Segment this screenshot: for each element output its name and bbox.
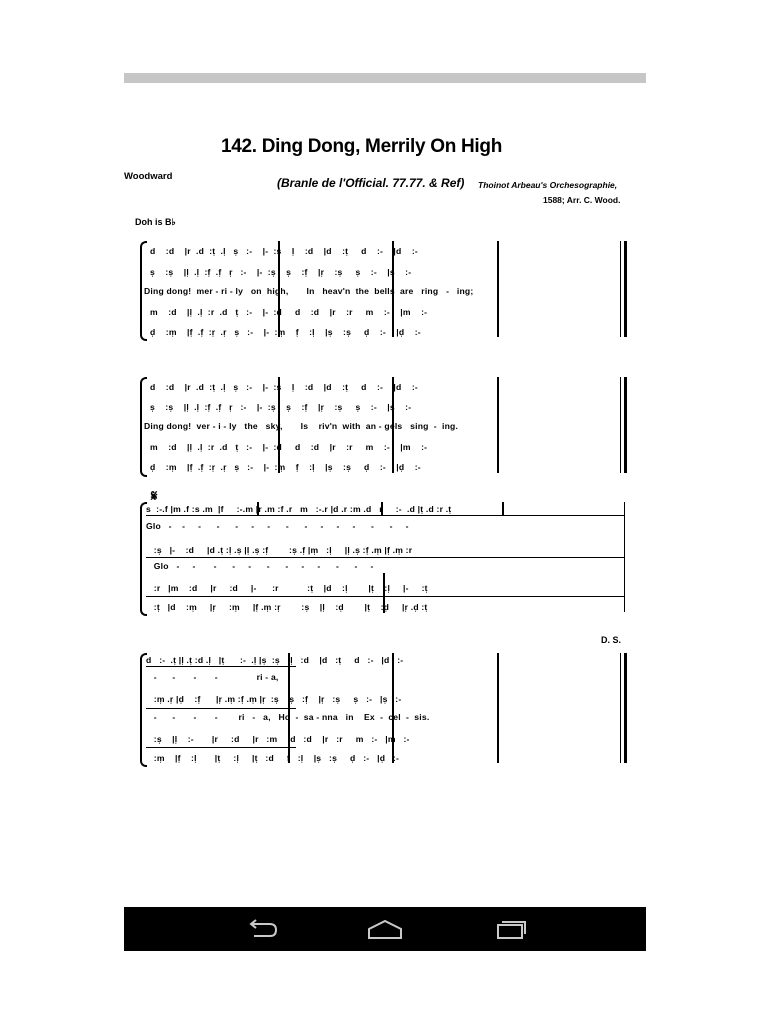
soprano-part: d :d |r .d :t̩ .l̩ s̩ :- |- :s̩ l̩ :d |d :t̩ d :- |d :- bbox=[150, 246, 418, 256]
tenor-part: m :d |l̩ .l̩ :r .d t̩ :- |- :d d :d |r :r m :- |m :- bbox=[150, 307, 428, 317]
tenor-part: m :d |l̩ .l̩ :r .d t̩ :- |- :d d :d |r :r m :- |m :- bbox=[150, 442, 428, 452]
navigation-bar bbox=[124, 907, 646, 951]
end-bar-line bbox=[620, 377, 621, 473]
bar-line bbox=[288, 653, 290, 763]
phone-screen bbox=[124, 73, 646, 951]
alto-part: s̩ :s̩ |l̩ .l̩ :f̩ .f̩ r̩ :- |- :s̩ s̩ :f̩ |r̩ :s̩ s̩ :- |s̩ :- bbox=[150, 402, 412, 412]
lyrics-line: Glo - - - - - - - - - - - - bbox=[146, 561, 374, 571]
staff-rule bbox=[146, 708, 296, 709]
music-system-3 bbox=[140, 498, 630, 620]
staff-rule bbox=[146, 666, 296, 667]
alto-part: :s̩ |- :d |d .t̩ :l̩ .s̩ |l̩ .s̩ :f̩ :s̩ .f̩ |m̩ :l̩ |l̩ .s̩ :f̩ .m̩ |f̩ .m̩ :r bbox=[146, 545, 413, 555]
lyrics-line: Glo - - - - - - - - - - - - - - - bbox=[146, 521, 409, 531]
alto-part: :m̩ .r̩ |d̩ :f̩ |r̩ .m̩ :f̩ .m̩ |r̩ :s̩ s̩ :f̩ |r̩ :s̩ s̩ :- |s̩ :- bbox=[146, 694, 402, 704]
soprano-part: d :d |r .d :t̩ .l̩ s̩ :- |- :s̩ l̩ :d |d :t̩ d :- |d :- bbox=[150, 382, 418, 392]
music-sheet-page bbox=[124, 83, 646, 907]
segno-sign: 𝄋 bbox=[151, 488, 158, 505]
end-bar-line bbox=[624, 502, 625, 612]
music-system-1 bbox=[140, 235, 630, 345]
arrangement-credit: 1588; Arr. C. Wood. bbox=[543, 195, 621, 205]
bass-part: :m̩ |f̩ :l̩ |t̩ :l̩ |t̩ :d f̩ :l̩ |s̩ :s̩ d̩ :- |d̩ :- bbox=[146, 753, 400, 763]
system-brace bbox=[140, 653, 147, 767]
end-bar-line bbox=[624, 377, 627, 473]
lyrics-line: Ding dong! mer - ri - ly on high, In heav'n the bells are ring - ing; bbox=[144, 286, 474, 296]
tenor-part: :r |m :d |r :d |- :r :t̩ |d :l̩ |t̩ :l̩ |- :t̩ bbox=[146, 583, 428, 593]
source-credit: Thoinot Arbeau's Orchesographie, bbox=[478, 180, 618, 190]
music-system-2 bbox=[140, 373, 630, 483]
alto-part: s̩ :s̩ |l̩ .l̩ :f̩ .f̩ r̩ :- |- :s̩ s̩ :f̩ |r̩ :s̩ s̩ :- |s̩ :- bbox=[150, 267, 412, 277]
soprano-part: d :- .t̩ |l̩ .t̩ :d .l̩ |t̩ :- .l̩ |s̩ :s̩ l̩ :d |d :t̩ d :- |d :- bbox=[146, 655, 404, 665]
system-brace bbox=[140, 502, 147, 616]
end-bar-line bbox=[620, 653, 621, 763]
music-system-4 bbox=[140, 649, 630, 769]
lyrics-line: - - - - ri - a, bbox=[146, 672, 279, 682]
bass-part: :t̩ |d :m̩ |r̩ :m̩ |f̩ .m̩ :r̩ :s̩ |l̩ :d̩ |t̩ :d̩ |r̩ .d̩ :t̩ bbox=[146, 602, 428, 612]
status-bar bbox=[124, 73, 646, 83]
staff-rule bbox=[146, 515, 624, 516]
bar-line bbox=[497, 653, 499, 763]
lyrics-line: Ding dong! ver - i - ly the sky, Is riv'n with an - gels sing - ing. bbox=[144, 421, 459, 431]
tenor-part: :s̩ |l̩ :- |r :d |r :m d :d |r :r m :- |m :- bbox=[146, 734, 410, 744]
staff-rule bbox=[146, 747, 296, 748]
recents-icon bbox=[492, 918, 528, 940]
end-bar-line bbox=[624, 241, 627, 337]
tune-subtitle: (Branle de l'Official. 77.77. & Ref) bbox=[277, 176, 465, 190]
dal-segno-mark: D. S. bbox=[601, 635, 622, 645]
home-icon bbox=[365, 918, 405, 940]
back-arrow-icon bbox=[244, 918, 280, 940]
arranger-name: Woodward bbox=[124, 171, 173, 182]
end-bar-line bbox=[624, 653, 627, 763]
bar-line bbox=[502, 502, 504, 516]
bar-line bbox=[497, 377, 499, 473]
end-bar-line bbox=[620, 241, 621, 337]
bass-part: d̩ :m̩ |f̩ .f̩ :r̩ .r̩ s̩ :- |- :m̩ f̩ :l̩ |s̩ :s̩ d̩ :- |d̩ :- bbox=[150, 327, 421, 337]
staff-rule bbox=[146, 557, 624, 558]
staff-rule bbox=[146, 596, 624, 597]
key-signature: Doh is B♭ bbox=[135, 217, 176, 227]
bar-line bbox=[497, 241, 499, 337]
lyrics-line: - - - - ri - a, Ho - sa - nna in Ex - cel - sis. bbox=[146, 712, 430, 722]
page-title: 142. Ding Dong, Merrily On High bbox=[221, 136, 503, 157]
bar-line bbox=[392, 653, 394, 763]
back-button[interactable] bbox=[232, 913, 292, 945]
home-button[interactable] bbox=[355, 913, 415, 945]
soprano-part: s :-.f |m .f :s .m |f :-.m |r .m :f .r m :-.r |d .r :m .d r :- .d |t̩ .d :r .t̩ bbox=[146, 504, 452, 514]
recents-button[interactable] bbox=[480, 913, 540, 945]
bass-part: d̩ :m̩ |f̩ .f̩ :r̩ .r̩ s̩ :- |- :m̩ f̩ :l̩ |s̩ :s̩ d̩ :- |d̩ :- bbox=[150, 462, 421, 472]
